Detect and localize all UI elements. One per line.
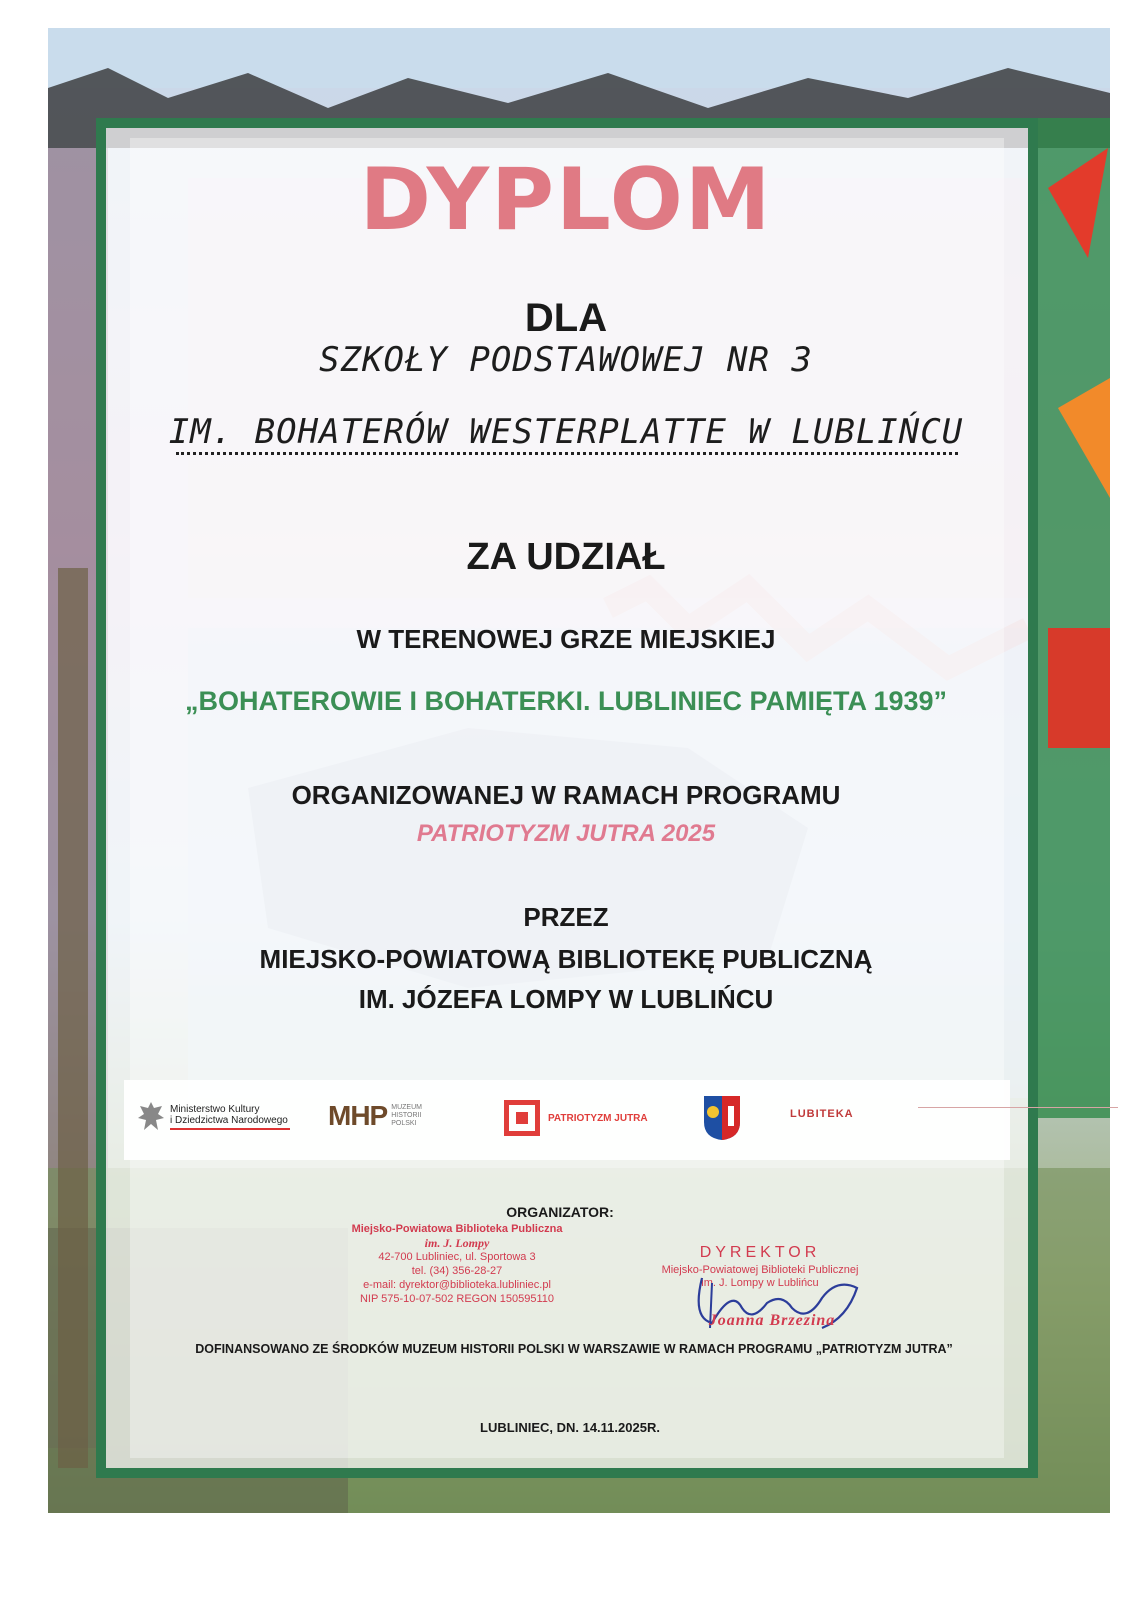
issue-date: LUBLINIEC, DN. 14.11.2025R. bbox=[480, 1420, 660, 1435]
recipient-line-2: IM. BOHATERÓW WESTERPLATTE W LUBLIŃCU bbox=[168, 412, 964, 452]
mhp-mark: MHP bbox=[328, 1100, 388, 1131]
by-label: PRZEZ bbox=[523, 902, 609, 932]
stamp-line-5: e-mail: dyrektor@biblioteka.lubliniec.pl bbox=[363, 1279, 551, 1291]
event-name: „BOHATEROWIE I BOHATERKI. LUBLINIEC PAMIĘTA 1939” bbox=[184, 686, 948, 716]
organized-within: ORGANIZOWANEJ W RAMACH PROGRAMU bbox=[291, 780, 841, 810]
funding-note: DOFINANSOWANO ZE ŚRODKÓW MUZEUM HISTORII POLSKI W WARSZAWIE W RAMACH PROGRAMU „PATRIOTYZM JUTRA” bbox=[195, 1342, 953, 1356]
stamp-line-6: NIP 575-10-07-502 REGON 150595110 bbox=[359, 1293, 555, 1305]
patriotyzm-jutra-icon bbox=[504, 1100, 540, 1136]
library-line-2: IM. JÓZEFA LOMPY W LUBLIŃCU bbox=[358, 984, 774, 1014]
ministry-logo bbox=[136, 1100, 290, 1134]
stamp-line-4: tel. (34) 356-28-27 bbox=[411, 1265, 503, 1277]
ministry-line-1: Ministerstwo Kultury bbox=[170, 1104, 260, 1115]
program-name: PATRIOTYZM JUTRA 2025 bbox=[416, 820, 716, 847]
organizer-stamp bbox=[322, 1222, 592, 1306]
mhp-logo bbox=[328, 1100, 422, 1132]
sponsor-logos bbox=[124, 1080, 1010, 1160]
for-label: DLA bbox=[524, 296, 608, 340]
lubiteka-logo bbox=[790, 1108, 1118, 1120]
director-name: Joanna Brzezina bbox=[708, 1312, 836, 1329]
ministry-line-2: i Dziedzictwa Narodowego bbox=[170, 1115, 288, 1126]
coat-of-arms-icon bbox=[702, 1094, 742, 1142]
stamp-line-1: Miejsko-Powiatowa Biblioteka Publiczna bbox=[351, 1223, 563, 1235]
dotted-line bbox=[176, 452, 958, 455]
director-title: DYREKTOR bbox=[699, 1244, 821, 1261]
event-type: W TERENOWEJ GRZE MIEJSKIEJ bbox=[356, 624, 776, 654]
diploma-title: DYPLOM bbox=[359, 150, 773, 250]
patriotyzm-jutra-label: PATRIOTYZM JUTRA bbox=[548, 1112, 648, 1124]
mhp-line-2: HISTORII bbox=[391, 1112, 422, 1119]
director-inst-line-1: Miejsko-Powiatowej Biblioteki Publicznej bbox=[661, 1264, 859, 1276]
coat-of-arms-logo bbox=[702, 1094, 742, 1142]
director-inst-line-2: im. J. Lompy w Lublińcu bbox=[701, 1277, 819, 1289]
recipient-line-1: SZKOŁY PODSTAWOWEJ NR 3 bbox=[319, 340, 813, 380]
stamp-line-3: 42-700 Lubliniec, ul. Sportowa 3 bbox=[378, 1251, 536, 1263]
library-line-1: MIEJSKO-POWIATOWĄ BIBLIOTEKĘ PUBLICZNĄ bbox=[259, 944, 873, 974]
eagle-icon bbox=[136, 1100, 166, 1134]
patriotyzm-jutra-logo bbox=[504, 1100, 648, 1136]
organizer-label: ORGANIZATOR: bbox=[506, 1204, 614, 1220]
mhp-line-1: MUZEUM bbox=[391, 1104, 422, 1111]
lubiteka-label: LUBITEKA bbox=[790, 1108, 854, 1120]
participation-heading: ZA UDZIAŁ bbox=[466, 536, 666, 578]
mhp-line-3: POLSKI bbox=[391, 1120, 417, 1127]
stamp-line-2: im. J. Lompy bbox=[424, 1236, 490, 1250]
